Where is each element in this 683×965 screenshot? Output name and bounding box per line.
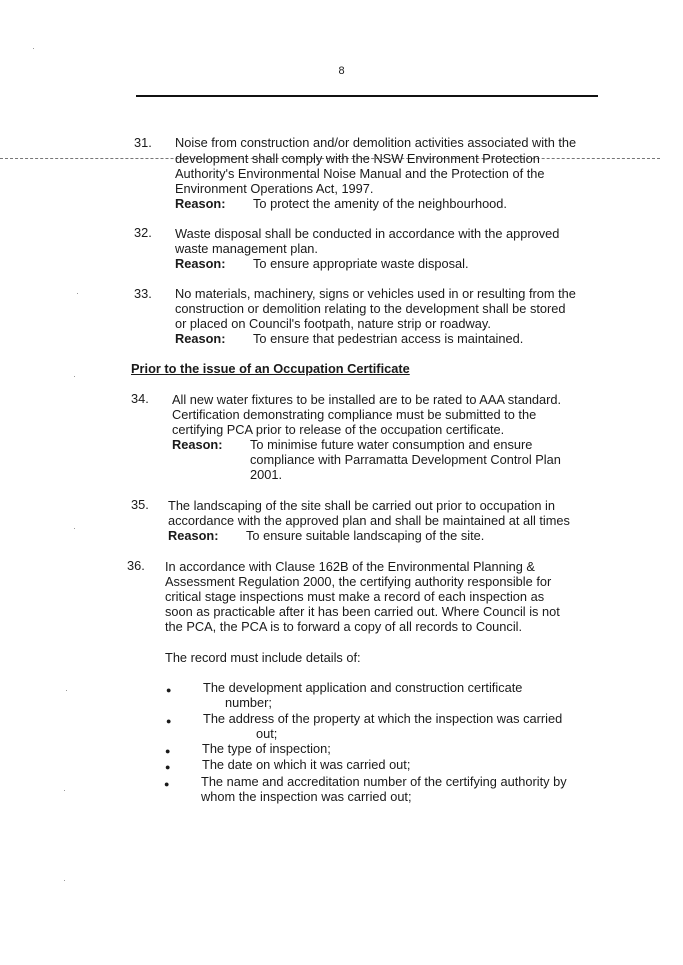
clause-text-line: All new water fixtures to be installed are to be rated to AAA standard. — [172, 392, 562, 407]
bullet-text: out; — [256, 726, 278, 741]
bullet-icon: ● — [166, 716, 172, 726]
clause-text-line: The landscaping of the site shall be carried out prior to occupation in — [168, 498, 555, 513]
clause-text-line: Authority's Environmental Noise Manual and the Protection of the — [175, 166, 545, 181]
clause-number: 34. — [131, 391, 149, 406]
bullet-text: number; — [225, 695, 272, 710]
clause-text-line: Waste disposal shall be conducted in accordance with the approved — [175, 226, 560, 241]
clause-number: 35. — [131, 497, 149, 512]
reason-text: To ensure that pedestrian access is maintained. — [253, 331, 524, 346]
bullet-icon: ● — [165, 762, 171, 772]
header-rule — [136, 95, 598, 97]
bullet-text: The type of inspection; — [202, 741, 331, 756]
reason-text: To minimise future water consumption and ensure — [250, 437, 533, 452]
reason-text: 2001. — [250, 467, 283, 482]
scan-speck — [74, 376, 75, 377]
clause-number: 31. — [134, 135, 152, 150]
reason-text: To protect the amenity of the neighbourhood. — [253, 196, 507, 211]
clause-text-line: Environment Operations Act, 1997. — [175, 181, 374, 196]
record-intro: The record must include details of: — [165, 650, 361, 665]
reason-label: Reason: — [175, 256, 226, 271]
clause-text-line: soon as practicable after it has been carried out. Where Council is not — [165, 604, 560, 619]
page-number: 8 — [338, 65, 345, 77]
reason-text: compliance with Parramatta Development Control Plan — [250, 452, 561, 467]
bullet-text: The name and accreditation number of the certifying authority by — [201, 774, 567, 789]
reason-row — [175, 331, 523, 346]
scan-speck — [64, 880, 65, 881]
clause-text-line: waste management plan. — [175, 241, 318, 256]
bullet-text: whom the inspection was carried out; — [201, 789, 412, 804]
bullet-text: The address of the property at which the inspection was carried — [203, 711, 563, 726]
clause-text-line: Certification demonstrating compliance must be submitted to the — [172, 407, 537, 422]
clause-text-line: construction or demolition relating to the development shall be stored — [175, 301, 566, 316]
bullet-text: The development application and construction certificate — [203, 680, 523, 695]
clause-text-line: or placed on Council's footpath, nature strip or roadway. — [175, 316, 491, 331]
bullet-icon: ● — [164, 779, 170, 789]
scan-speck — [33, 48, 34, 49]
reason-label: Reason: — [175, 331, 226, 346]
clause-text-line: the PCA, the PCA is to forward a copy of all records to Council. — [165, 619, 523, 634]
reason-text: To ensure appropriate waste disposal. — [253, 256, 469, 271]
clause-text-line: certifying PCA prior to release of the occupation certificate. — [172, 422, 505, 437]
reason-row — [175, 196, 507, 211]
reason-row — [175, 256, 469, 271]
reason-label: Reason: — [175, 196, 226, 211]
clause-number: 33. — [134, 286, 152, 301]
bullet-text: The date on which it was carried out; — [202, 757, 411, 772]
clause-text-line: Noise from construction and/or demolition activities associated with the — [175, 135, 577, 150]
scan-speck — [66, 690, 67, 691]
reason-row — [172, 437, 532, 452]
reason-text: To ensure suitable landscaping of the site. — [246, 528, 485, 543]
clause-text-line: No materials, machinery, signs or vehicles used in or resulting from the — [175, 286, 576, 301]
reason-label: Reason: — [172, 437, 223, 452]
clause-number: 36. — [127, 558, 145, 573]
section-heading: Prior to the issue of an Occupation Certificate — [131, 361, 410, 376]
reason-label: Reason: — [168, 528, 219, 543]
reason-row — [168, 528, 484, 543]
clause-text-line: accordance with the approved plan and shall be maintained at all times — [168, 513, 570, 528]
clause-text-line: critical stage inspections must make a record of each inspection as — [165, 589, 545, 604]
clause-text-line: Assessment Regulation 2000, the certifying authority responsible for — [165, 574, 552, 589]
bullet-icon: ● — [165, 746, 171, 756]
bullet-icon: ● — [166, 685, 172, 695]
scan-speck — [77, 293, 78, 294]
clause-number: 32. — [134, 225, 152, 240]
clause-text-line: In accordance with Clause 162B of the Environmental Planning & — [165, 559, 535, 574]
scan-speck — [64, 790, 65, 791]
clause-text-line: development shall comply with the NSW Environment Protection — [175, 151, 540, 166]
scan-speck — [74, 528, 75, 529]
